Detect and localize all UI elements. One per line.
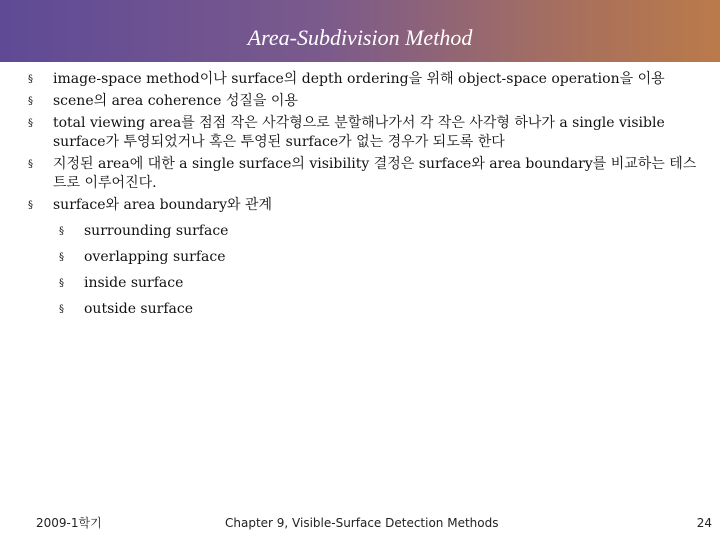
sub-bullet-text: overlapping surface [84, 249, 226, 265]
bullet-marker: § [28, 74, 33, 85]
sub-bullet-text: outside surface [84, 301, 193, 317]
sub-bullet-item [28, 274, 700, 293]
bullet-marker: § [59, 252, 64, 263]
sub-bullet-item [28, 222, 700, 241]
page-number: 24 [696, 516, 712, 530]
bullet-text: image-space method이나 surface의 depth ordering을 위해 object-space operation을 이용 [53, 71, 665, 87]
footer-semester: 2009-1학기 [36, 516, 102, 530]
bullet-marker: § [59, 226, 64, 237]
bullet-item [28, 92, 700, 111]
slide-title: Area-Subdivision Method [247, 25, 473, 50]
bullet-text: surface와 area boundary와 관계 [53, 197, 272, 213]
sub-bullet-text: inside surface [84, 275, 184, 291]
sub-bullet-text: surrounding surface [84, 223, 229, 239]
bullet-marker: § [28, 118, 33, 129]
bullet-text: scene의 area coherence 성질을 이용 [53, 93, 298, 109]
bullet-item [28, 155, 700, 193]
bullet-item [28, 196, 700, 215]
bullet-item [28, 114, 700, 152]
sub-bullet-item [28, 300, 700, 319]
bullet-marker: § [28, 159, 33, 170]
footer-chapter: Chapter 9, Visible-Surface Detection Methods [225, 516, 499, 530]
bullet-marker: § [59, 278, 64, 289]
bullet-marker: § [28, 96, 33, 107]
sub-bullet-list [28, 222, 700, 319]
sub-bullet-item [28, 248, 700, 267]
bullet-marker: § [28, 200, 33, 211]
bullet-marker: § [59, 304, 64, 315]
slide-content [28, 70, 700, 326]
bullet-text: total viewing area를 점점 작은 사각형으로 분할해나가서 각 작은 사각형 하나가 a single visible surface가 투영되었거나 혹은 투영된 surface가 없는 경우가 되도록 한다 [53, 115, 665, 150]
bullet-item [28, 70, 700, 89]
bullet-text: 지정된 area에 대한 a single surface의 visibility 결정은 surface와 area boundary를 비교하는 테스트로 이루어진다. [53, 156, 697, 191]
